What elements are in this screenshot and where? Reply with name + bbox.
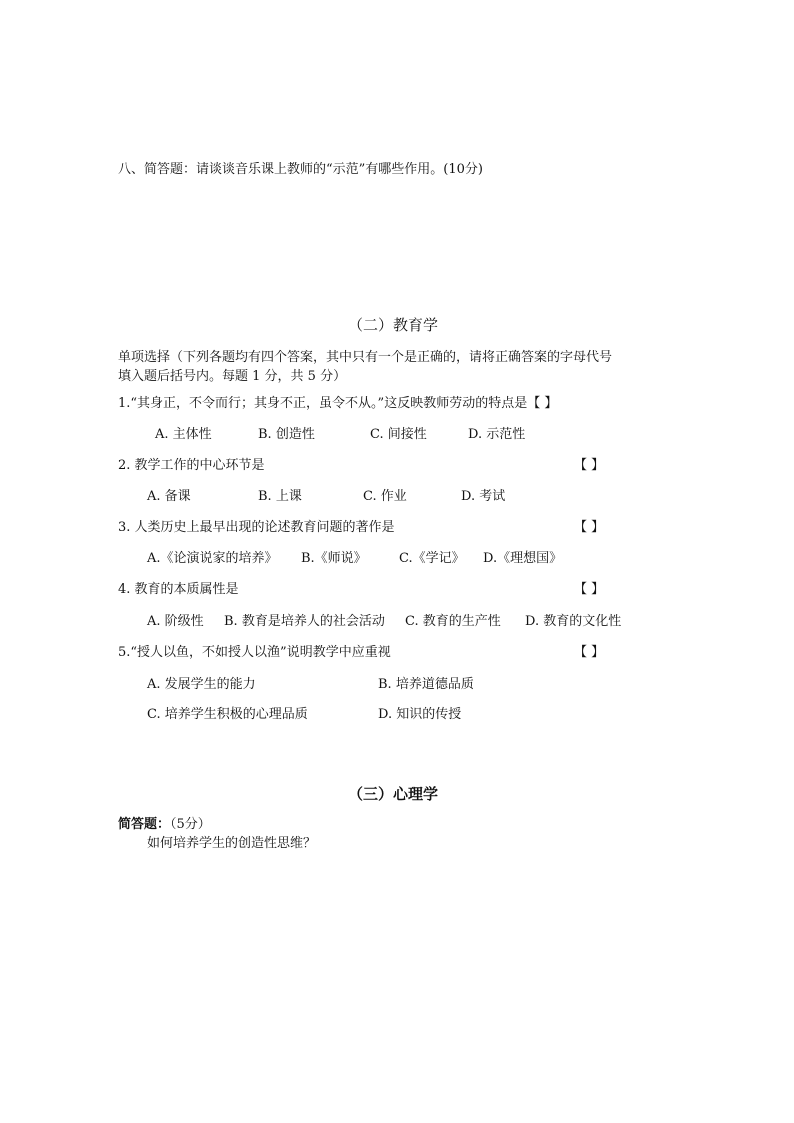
question-2-option-d: D. 考试 [461, 489, 506, 504]
question-5-option-c: C. 培养学生积极的心理品质 [147, 707, 308, 722]
section2-title: （二）教育学 [348, 316, 439, 334]
question-4-option-c: C. 教育的生产性 [405, 614, 501, 629]
question-1-stem: 1.“其身正，不令而行；其身不正，虽令不从。”这反映教师劳动的特点是【 】 [118, 396, 558, 411]
question-4-option-d: D. 教育的文化性 [525, 614, 622, 629]
section3-label: 简答题： [118, 817, 171, 832]
question-2-option-b: B. 上课 [258, 489, 302, 504]
question-1-option-c: C. 间接性 [370, 427, 427, 442]
question-4-stem: 4. 教育的本质属性是 [118, 582, 239, 597]
question-4-option-b: B. 教育是培养人的社会活动 [224, 614, 385, 629]
question-2-answer-bracket: 【 】 [574, 458, 605, 473]
question-2-stem: 2. 教学工作的中心环节是 [118, 458, 265, 473]
question-3-answer-bracket: 【 】 [574, 520, 605, 535]
question-3-stem: 3. 人类历史上最早出现的论述教育问题的著作是 [118, 520, 395, 535]
section2-instruction-line1: 单项选择（下列各题均有四个答案，其中只有一个是正确的，请将正确答案的字母代号 [118, 350, 613, 365]
question-3-option-c: C.《学记》 [399, 551, 465, 566]
question-5-stem: 5.“授人以鱼，不如授人以渔”说明教学中应重视 [118, 645, 391, 660]
section3-score: （5分） [170, 817, 211, 832]
question-3-option-b: B.《师说》 [301, 551, 367, 566]
question-3-option-d: D.《理想国》 [483, 551, 563, 566]
question-1-option-b: B. 创造性 [258, 427, 315, 442]
question-1-option-d: D. 示范性 [468, 427, 526, 442]
question-5-option-b: B. 培养道德品质 [378, 677, 474, 692]
question-3-option-a: A.《论演说家的培养》 [147, 551, 278, 566]
section2-instruction-line2: 填入题后括号内。每题 1 分，共 5 分） [118, 369, 347, 384]
question-2-option-c: C. 作业 [363, 489, 407, 504]
question-5-answer-bracket: 【 】 [574, 645, 605, 660]
question-5-option-d: D. 知识的传授 [378, 707, 462, 722]
section3-heading [118, 816, 211, 834]
question-4-option-a: A. 阶级性 [147, 614, 204, 629]
question-2-option-a: A. 备课 [147, 489, 191, 504]
section3-question: 如何培养学生的创造性思维？ [147, 836, 317, 851]
section3-title: （三）心理学 [348, 785, 439, 803]
question-4-answer-bracket: 【 】 [574, 582, 605, 597]
question-5-option-a: A. 发展学生的能力 [147, 677, 256, 692]
question-1-option-a: A. 主体性 [155, 427, 212, 442]
section8-question: 八、简答题：请谈谈音乐课上教师的“示范”有哪些作用。(10分) [118, 162, 483, 177]
